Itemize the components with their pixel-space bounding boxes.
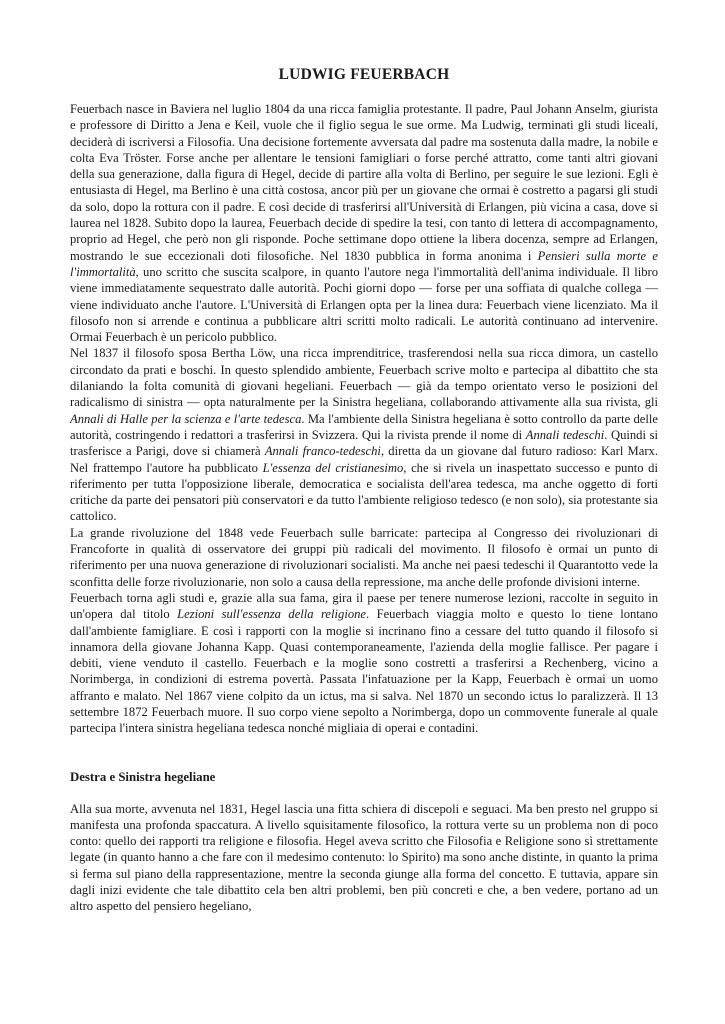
text-run: Feuerbach torna agli studi e, grazie alla sua fama, gira il paese per tenere numerose lezioni, raccolte in seguito in un'opera dal titolo (70, 590, 658, 622)
italic-journal-title: Annali tedeschi (525, 427, 605, 442)
document-title: LUDWIG FEUERBACH (278, 66, 450, 83)
text-run: . Ma l'ambiente della Sinistra hegeliana è sotto controllo da parte delle autorità, costringendo i redattori a trasferirsi in Svizzera. Qui la rivista prende il nome di (70, 411, 658, 442)
text-run: , diretta da un giovane dal futuro radioso: Karl Marx. Nel frattempo l'autore ha pubblicato (70, 444, 658, 475)
document-page (70, 66, 658, 915)
paragraph-biography-youth (70, 101, 658, 345)
text-run: . Quindi si trasferisce a Parigi, dove si chiamerà (70, 427, 658, 459)
paragraph-revolution-1848: La grande rivoluzione del 1848 vede Feuerbach sulle barricate: partecipa al Congresso dei rivoluzionari di Francoforte in qualità di osservatore dei gruppi più radicali del movimento. Il filosofo è ormai un punto di riferimento per una nuova generazione di rivoluzionari socialisti. Ma anche nei paesi tedeschi il Quarantotto vede la sconfitta delle forze rivoluzionarie, non solo a causa della repressione, ma anche delle profonde divisioni interne. (70, 525, 658, 589)
paragraph-marriage-and-left-hegelians (70, 345, 658, 524)
section-heading: Destra e Sinistra hegeliane (70, 769, 216, 784)
text-run: Feuerbach nasce in Baviera nel luglio 1804 da una ricca famiglia protestante. Il padre, Paul Johann Anselm, giurista e professore di Diritto a Jena e Keil, vuole che il figlio segua le sue orme. Ma Ludwig, terminati gli studi liceali, deciderà di iscriversi a Filosofia. Una decisione fortemente avversata dal padre ma sostenuta dalla madre, la nobile e colta Eva Tröster. Forse anche per allentare le tensioni famigliari o forse perché attratto, come tanti altri giovani della sua generazione, dalla figura di Hegel, decide di partire alla volta di Berlino, per seguire le sue lezioni. Egli è entusiasta di Hegel, ma Berlino è una città costosa, ancor più per un giovane che ormai è costretto a pagarsi gli studi da solo, dopo la rottura con il padre. E così decide di trasferirsi all'Università di Erlangen, più vicina a casa, dove si laurea nel 1828. Subito dopo la laurea, Feuerbach decide di spedire la tesi, con tanto di lettera di accompagnamento, proprio ad Hegel, che però non gli risponde. Poche settimane dopo ottiene la libera docenza, sempre ad Erlangen, mostrando le sue eccezionali doti filosofiche. Nel 1830 pubblica in forma anonima i (70, 102, 658, 263)
text-run: . Feuerbach viaggia molto e questo lo tiene lontano dall'ambiente famigliare. E così i rapporti con la moglie si incrinano fino a cessare del tutto quando il filosofo si innamora della giovane Johanna Kapp. Quasi contemporaneamente, l'azienda della moglie fallisce. Per pagare i debiti, viene venduto il castello. Feuerbach e la moglie sono costretti a trasferirsi a Rechenberg, vicino a Norimberga, in condizioni di estrema povertà. Passata l'infatuazione per la Kapp, Feuerbach è ormai un uomo affranto e malato. Nel 1867 viene colpito da un ictus, ma si salva. Nel 1870 un secondo ictus lo paralizzerà. Il 13 settembre 1872 Feuerbach muore. Il suo corpo viene sepolto a Norimberga, dopo un commovente funerale al quale partecipa l'intera sinistra hegeliana tedesca nonché migliaia di operai e contadini. (70, 607, 658, 736)
text-run: Nel 1837 il filosofo sposa Bertha Löw, una ricca imprenditrice, trasferendosi nella sua ricca dimora, un castello circondato da prati e boschi. In questo splendido ambiente, Feuerbach scrive molto e partecipa al dibattito che sta dilaniando la folta comunità di giovani hegeliani. Feuerbach — già da tempo orientato verso le posizioni del radicalismo di sinistra — opta naturalmente per la Sinistra hegeliana, collaborando attivamente alla sua rivista, gli (70, 346, 658, 410)
paragraph-hegel-death: Alla sua morte, avvenuta nel 1831, Hegel lascia una fitta schiera di discepoli e seguaci. Ma ben presto nel gruppo si manifesta una profonda spaccatura. A livello squisitamente filosofico, la rottura verte su un problema non di poco conto: quello dei rapporti tra religione e filosofia. Hegel aveva scritto che Filosofia e Religione sono sì strettamente legate (in quanto hanno a che fare con il medesimo contenuto: lo Spirito) ma sono anche distinte, in quanto la prima si ferma sul piano della rappresentazione, mentre la seconda giunge alla forma del concetto. E tuttavia, appare sin dagli inizi evidente che tale dibattito cela ben altri problemi, ben più concreti e che, a ben vedere, portano ad un altro aspetto del pensiero hegeliano, (70, 801, 658, 914)
italic-journal-title: Annali franco-tedeschi (264, 444, 381, 459)
italic-book-title: Pensieri sulla morte e l'immortalità (70, 248, 658, 279)
italic-journal-title: Annali di Halle per la scienza e l'arte tedesca (70, 411, 302, 426)
text-run: , uno scritto che suscita scalpore, in quanto l'autore nega l'immortalità dell'anima individuale. Il libro viene immediatamente sequestrato dalle autorità. Pochi giorni dopo — forse per una soffiata di qualche collega — viene individuato anche l'autore. L'Università di Erlangen opta per la linea dura: Feuerbach viene licenziato. Ma il filosofo non si arrende e continua a pubblicare altri scritti molto radicali. Le autorità continuano ad intervenire. Ormai Feuerbach è un pericolo pubblico. (70, 264, 658, 345)
text-run: , che si rivela un inaspettato successo e punto di riferimento per tutta l'opposizione liberale, democratica e socialista dell'area tedesca, ma anche oggetto di forti critiche da parte dei pensatori più conservatori e da tutto l'ambiente religioso tedesco (e non solo), sia protestante sia cattolico. (70, 460, 658, 524)
italic-book-title: L'essenza del cristianesimo (262, 460, 404, 475)
italic-book-title: Lezioni sull'essenza della religione (177, 607, 367, 622)
paragraph-later-life (70, 590, 658, 737)
